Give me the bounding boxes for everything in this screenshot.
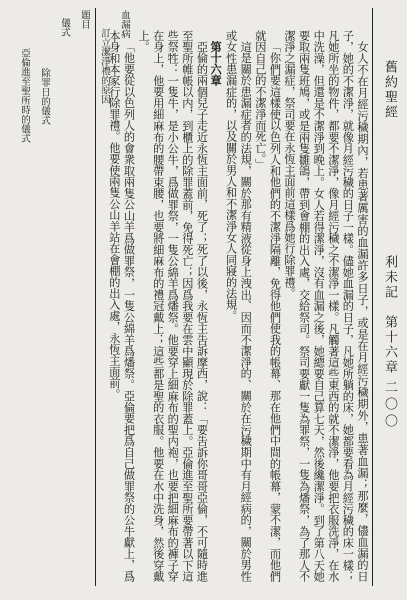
page-number: 二〇〇 [382, 380, 397, 431]
paragraph: 女人不在月經污穢期內，若患著厲害的血漏許多日子，或是在月經污穢期外，患著血漏；那麼，儘血漏的日子，她的不潔淨，就像月經污穢的日子一樣。儘她血漏的日子，凡她所躺的床，她都要看為月經污穢的床一樣；凡她所坐的物件，都要不潔淨，像月經污穢之不潔淨一樣。凡觸著這些東西的就不潔淨，他要把衣服洗淨，在水中洗澡，但還是不潔淨到晚上。女人若得潔淨，沒有血漏之後，她總要自己算七天，然後纔潔淨。到了第八天她要取兩隻班鳩，或是兩隻雛鴿，帶到會棚的出入處，交給祭司。祭司要獻一隻為罪祭，一隻為燔祭，為了那人不潔淨之漏症，祭司要在永恆主面前這樣爲她行除罪禮。 [283, 30, 369, 582]
paragraph: 亞倫的兩個兒子走近永恆主面前，死了；死了以後，永恆主吿訴摩西，說：「要吿訴你哥哥亞倫，不可隨時進至聖所帷帳以内，到櫃上的除罪蓋前，免得死亡；因爲我要在雲中顯現於除罪蓋上。亞倫進至聖所要帶著以下這些祭牲：一隻牛，是小公牛，爲做罪祭，一隻公綿羊爲燔祭。他要穿上細麻布的聖内袍，也要把細麻布的褲子穿在身上，他要用細麻布的腰帶束腰，也要將細麻布的禮冠戴上；這些都是聖的衣服。他要在水中洗身，然後穿戴上。 [137, 30, 209, 582]
margin-note: 除罪日的儀式 [39, 68, 50, 125]
paragraph: 「你們要這樣使以色列人和他們的不潔淨隔離，免得他們使我的帳幕、那在他們中間的帳幕，蒙不潔，而他們就因自己的不潔淨而死亡。」 [253, 30, 282, 582]
header-divider [372, 8, 373, 586]
chapter-title: 利未記 第十六章 [382, 255, 397, 375]
book-title: 舊約聖經 [382, 60, 397, 120]
margin-note: 亞倫進至聖所時的儀式 [19, 48, 30, 143]
paragraph: 「他要從以色列人的會衆取兩隻公山羊爲做罪祭，一隻公綿羊爲燔祭。亞倫要把爲自己做罪祭的公牛獻上，爲本身和本家行除罪禮。他要使兩隻公山羊站在會棚的出入處，永恆主面前。 [107, 30, 136, 582]
margin-note: 訂立潔淨禮的原因 [99, 28, 110, 104]
margin-note: 儀式 [59, 18, 70, 37]
scripture-text [96, 30, 369, 582]
margin-note: 血漏病 [119, 10, 130, 39]
margin-note: 題目 [79, 10, 90, 29]
chapter-heading: 第十六章 [209, 41, 224, 86]
paragraph: 這是關於患漏症者的法規，關於那有精液從身上洩出、因而不潔淨的、關於在污穢期中有月經病的，關於男性或女性患漏症的，以及關於男人和不潔淨女人同寢的法規。 [224, 30, 253, 582]
